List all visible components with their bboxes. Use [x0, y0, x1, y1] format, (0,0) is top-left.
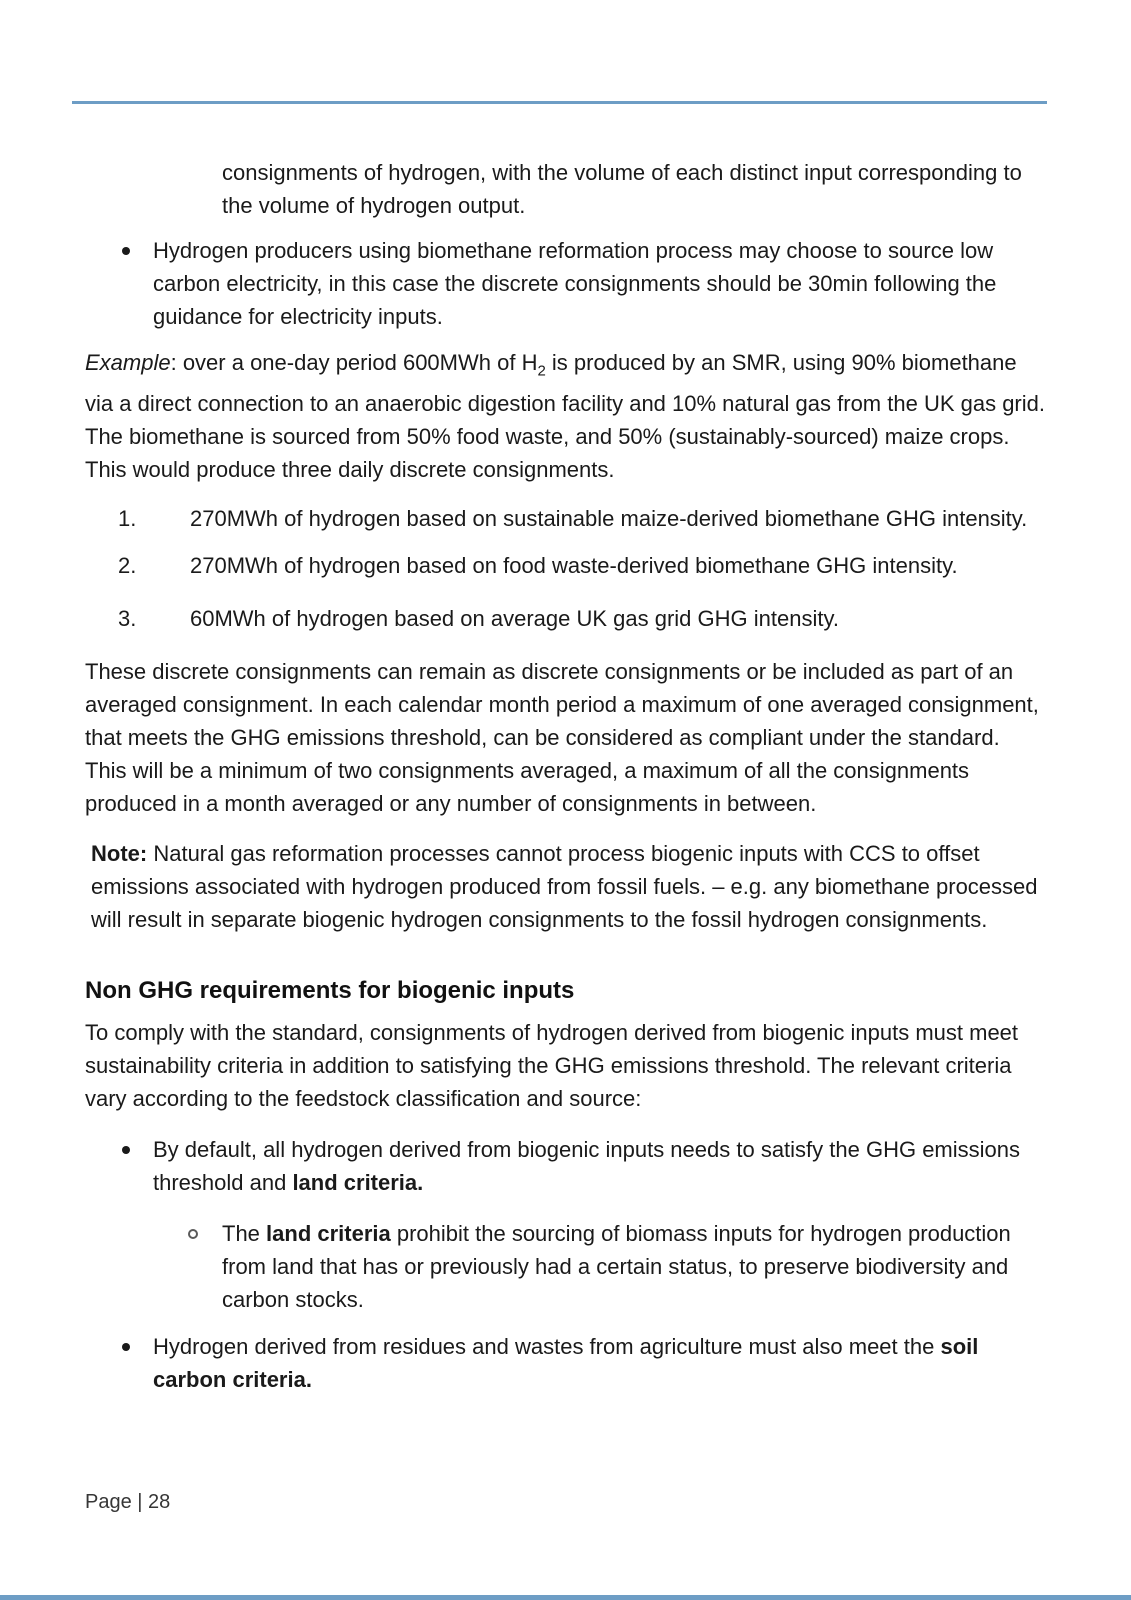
bullet-icon: [122, 1146, 130, 1154]
list-item: [118, 502, 1042, 535]
bullet-icon: [122, 1343, 130, 1351]
list-item: [118, 602, 1042, 635]
land-criteria-bold: land criteria: [266, 1221, 391, 1247]
sub-bullet-pre: The: [222, 1221, 267, 1247]
bullet-text: [153, 1334, 978, 1392]
note-paragraph: [85, 837, 1043, 936]
bullet-text-pre: Hydrogen derived from residues and wastes from agriculture must also meet the: [153, 1334, 941, 1360]
example-text-before-sub: : over a one-day period 600MWh of H: [170, 350, 538, 375]
list-number: 1.: [118, 506, 137, 532]
list-number: 2.: [118, 553, 137, 579]
note-label: Note:: [91, 841, 148, 867]
example-text-after-sub: is produced by an SMR, using 90% biomethane via a direct connection to an anaerobic digestion facility and 10% natural gas from the UK gas grid. The biomethane is sourced from 50% food waste, and 50% (sustainably-sourced) maize crops. This would produce three daily discrete consignments.: [85, 350, 1045, 483]
list-item: [118, 549, 1042, 582]
bullet-item-default: [153, 1133, 1023, 1199]
circle-bullet-icon: [188, 1229, 198, 1239]
list-item-text: 270MWh of hydrogen based on food waste-derived biomethane GHG intensity.: [190, 553, 958, 579]
sub-bullet-text: [222, 1221, 1011, 1312]
paragraph-continuation: consignments of hydrogen, with the volume of each distinct input corresponding to the volume of hydrogen output.: [222, 160, 1022, 218]
list-item-text: 270MWh of hydrogen based on sustainable maize-derived biomethane GHG intensity.: [190, 506, 1028, 532]
list-number: 3.: [118, 606, 137, 632]
h2-subscript: 2: [537, 362, 546, 380]
bullet-text: Hydrogen producers using biomethane reformation process may choose to source low carbon electricity, in this case the discrete consignments should be 30min following the guidance for electricity inputs.: [153, 238, 997, 329]
note-text: Natural gas reformation processes cannot process biogenic inputs with CCS to offset emissions associated with hydrogen produced from fossil fuels. – e.g. any biomethane processed will result in separate biogenic hydrogen consignments to the fossil hydrogen consignments.: [91, 841, 1038, 933]
example-label: Example: [85, 350, 171, 375]
numbered-list: [85, 502, 1045, 635]
bullet-text: [153, 1137, 1020, 1195]
sub-bullet-post: prohibit the sourcing of biomass inputs for hydrogen production from land that has or previously had a certain status, to preserve biodiversity and carbon stocks.: [222, 1221, 1011, 1313]
bullet-item-electricity: [153, 234, 1045, 333]
section-heading: Non GHG requirements for biogenic inputs: [85, 977, 575, 1005]
example-paragraph: [85, 346, 1045, 486]
bullet-icon: [122, 247, 130, 255]
footer-rule: [0, 1595, 1131, 1600]
list-item-text: 60MWh of hydrogen based on average UK gas grid GHG intensity.: [190, 606, 839, 632]
page-number: Page | 28: [85, 1491, 171, 1513]
page-content: [85, 104, 1045, 1396]
paragraph-discrete-consignments: These discrete consignments can remain as discrete consignments or be included as part of an averaged consignment. In each calendar month period a maximum of one averaged consignment, that meets the GHG emissions threshold, can be considered as compliant under the standard. This will be a minimum of two consignments averaged, a maximum of all the consignments produced in a month averaged or any number of consignments in between.: [85, 659, 1039, 817]
paragraph-comply: To comply with the standard, consignments of hydrogen derived from biogenic inputs must meet sustainability criteria in addition to satisfying the GHG emissions threshold. The relevant criteria vary according to the feedstock classification and source:: [85, 1020, 1019, 1112]
bullet-item-soil: [153, 1330, 1045, 1396]
sub-bullet-land-criteria: [222, 1217, 1045, 1316]
bullet-text-pre: By default, all hydrogen derived from biogenic inputs needs to satisfy the GHG emissions threshold and: [153, 1137, 1021, 1196]
soil-carbon-criteria-bold: soil carbon criteria.: [153, 1334, 979, 1393]
land-criteria-bold: land criteria.: [292, 1170, 424, 1196]
